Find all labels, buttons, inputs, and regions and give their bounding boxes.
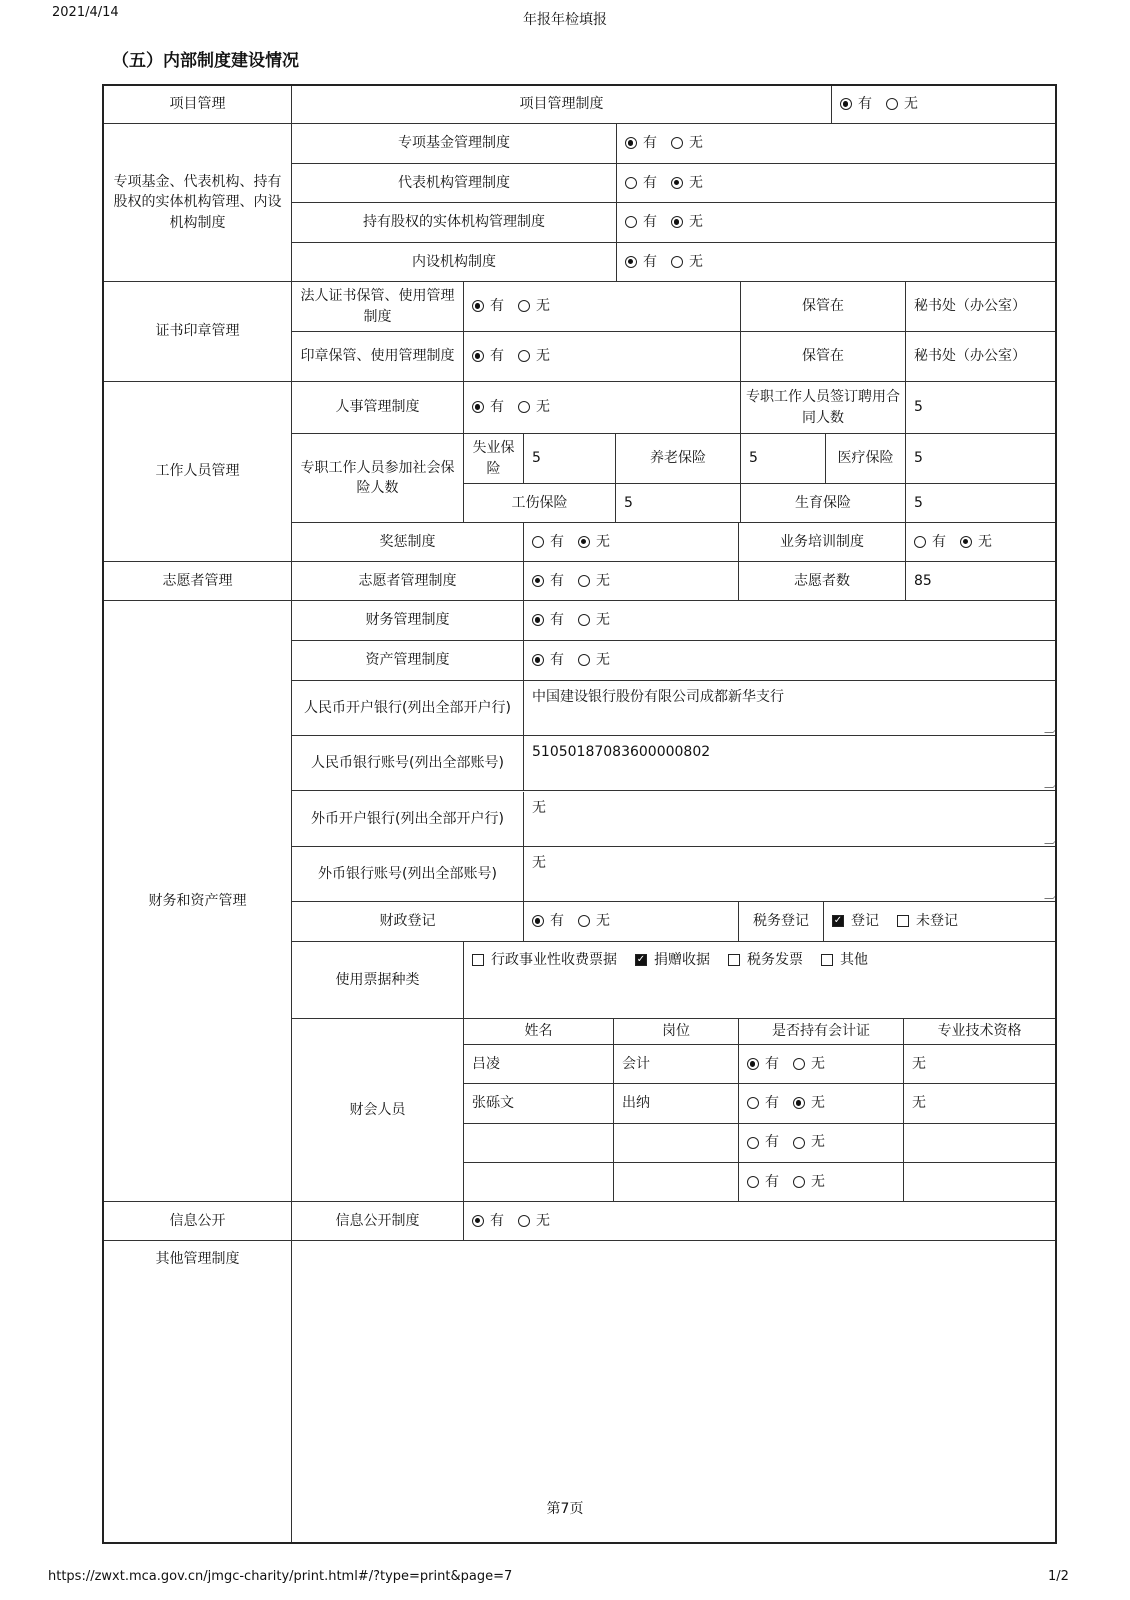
project-system-label: 项目管理制度 xyxy=(292,86,832,124)
project-label: 项目管理 xyxy=(104,86,292,124)
accountant-post[interactable]: 出纳 xyxy=(614,1084,739,1123)
bill-checkbox[interactable] xyxy=(728,950,803,970)
accountant-header: 姓名 xyxy=(464,1019,614,1045)
hr-system-radio-no[interactable] xyxy=(518,397,550,417)
radio-label: 有 xyxy=(550,652,564,669)
radio-circle-icon xyxy=(914,536,926,548)
contract-label: 专职工作人员签订聘用合同人数 xyxy=(741,382,906,434)
radio-label: 有 xyxy=(490,348,504,365)
radio-label: 无 xyxy=(811,1173,825,1190)
special-row-label: 专项基金管理制度 xyxy=(292,124,617,164)
volunteer-system-label: 志愿者管理制度 xyxy=(292,562,524,601)
fiscal-registration[interactable] xyxy=(524,902,739,942)
accountant-cert[interactable] xyxy=(739,1124,904,1163)
checkbox-icon xyxy=(821,954,833,966)
disclosure-label: 信息公开 xyxy=(104,1202,292,1241)
project-system-radio-no[interactable] xyxy=(886,94,918,114)
maternity-label: 生育保险 xyxy=(741,484,906,523)
accountant-cert-radio-yes[interactable] xyxy=(747,1132,779,1152)
asset-system-radio-no[interactable] xyxy=(578,650,610,670)
hr-system-radio-yes[interactable] xyxy=(472,397,504,417)
unemployment-label: 失业保险 xyxy=(464,434,524,484)
print-date: 2021/4/14 xyxy=(52,5,119,20)
fx-account-textarea[interactable] xyxy=(524,847,1055,902)
checkbox-icon xyxy=(728,954,740,966)
radio-circle-icon xyxy=(747,1176,759,1188)
radio-circle-icon xyxy=(625,137,637,149)
radio-circle-icon xyxy=(518,401,530,413)
other-content[interactable] xyxy=(292,1241,1055,1542)
disclosure-system-label: 信息公开制度 xyxy=(292,1202,464,1241)
finance-label: 财务和资产管理 xyxy=(104,601,292,1202)
radio-circle-icon xyxy=(532,614,544,626)
radio-label: 无 xyxy=(689,214,703,231)
resize-grip-icon[interactable] xyxy=(1044,835,1055,844)
radio-label: 有 xyxy=(643,174,657,191)
print-title: 年报年检填报 xyxy=(523,12,607,28)
fiscal-registration-radio-no[interactable] xyxy=(578,911,610,931)
checkbox-label: 未登记 xyxy=(916,913,958,930)
bill-label: 使用票据种类 xyxy=(292,942,464,1019)
radio-circle-icon xyxy=(671,137,683,149)
radio-label: 无 xyxy=(904,96,918,113)
seal-row-radio-no[interactable] xyxy=(518,296,550,316)
page-number: 第7页 xyxy=(546,1501,584,1517)
radio-label: 无 xyxy=(811,1134,825,1151)
seal-label: 证书印章管理 xyxy=(104,282,292,382)
pension-label: 养老保险 xyxy=(616,434,741,484)
radio-label: 有 xyxy=(643,135,657,152)
medical-label: 医疗保险 xyxy=(826,434,906,484)
accountant-cert-radio-yes[interactable] xyxy=(747,1172,779,1192)
radio-circle-icon xyxy=(532,536,544,548)
accountant-cert-radio-yes[interactable] xyxy=(747,1054,779,1074)
rmb-bank-textarea[interactable] xyxy=(524,681,1055,736)
resize-grip-icon[interactable] xyxy=(1044,890,1055,899)
radio-circle-icon xyxy=(747,1058,759,1070)
fiscal-registration-radio-yes[interactable] xyxy=(532,911,564,931)
rmb-bank-label: 人民币开户银行(列出全部开户行) xyxy=(292,681,524,736)
fx-bank-label: 外币开户银行(列出全部开户行) xyxy=(292,792,524,847)
radio-circle-icon xyxy=(518,300,530,312)
radio-circle-icon xyxy=(671,256,683,268)
seal-row-radio-yes[interactable] xyxy=(472,346,504,366)
fin-system-label: 财务管理制度 xyxy=(292,601,524,641)
tax-label: 税务登记 xyxy=(739,902,824,942)
radio-circle-icon xyxy=(578,915,590,927)
reward-system[interactable] xyxy=(524,523,739,562)
disclosure-system-radio-no[interactable] xyxy=(518,1211,550,1231)
reward-system-radio-yes[interactable] xyxy=(532,532,564,552)
seal-row-label: 法人证书保管、使用管理制度 xyxy=(292,282,464,332)
project-system-radio-yes[interactable] xyxy=(840,94,872,114)
accountant-cert-radio-no[interactable] xyxy=(793,1132,825,1152)
volunteer-system-radio-no[interactable] xyxy=(578,571,610,591)
fx-bank-value: 无 xyxy=(532,800,546,816)
fx-bank-textarea[interactable] xyxy=(524,792,1055,847)
accountant-cert-radio-no[interactable] xyxy=(793,1054,825,1074)
checkbox-label: 捐赠收据 xyxy=(654,952,710,968)
radio-circle-icon xyxy=(578,614,590,626)
radio-label: 有 xyxy=(765,1173,779,1190)
volunteer-count-label: 志愿者数 xyxy=(739,562,906,601)
radio-circle-icon xyxy=(518,350,530,362)
accountant-cert[interactable] xyxy=(739,1163,904,1202)
radio-label: 无 xyxy=(596,652,610,669)
reward-system-radio-no[interactable] xyxy=(578,532,610,552)
special-row-radio-no[interactable] xyxy=(671,133,703,153)
unemployment-value: 5 xyxy=(524,434,616,484)
special-row-radio-yes[interactable] xyxy=(625,212,657,232)
radio-circle-icon xyxy=(472,300,484,312)
radio-label: 无 xyxy=(689,135,703,152)
bill-checkbox[interactable] xyxy=(635,950,710,970)
fin-system[interactable] xyxy=(524,601,1055,641)
seal-row-radio-no[interactable] xyxy=(518,346,550,366)
training-system-radio-no[interactable] xyxy=(960,532,992,552)
radio-circle-icon xyxy=(625,216,637,228)
accountant-name[interactable]: 吕凌 xyxy=(464,1045,614,1084)
radio-label: 无 xyxy=(596,913,610,930)
special-row-radio-no[interactable] xyxy=(671,173,703,193)
disclosure-system-radio-yes[interactable] xyxy=(472,1211,504,1231)
accountant-cert-radio-no[interactable] xyxy=(793,1172,825,1192)
insured-label: 专职工作人员参加社会保险人数 xyxy=(292,434,464,523)
radio-label: 有 xyxy=(550,533,564,550)
special-row-radio-yes[interactable] xyxy=(625,252,657,272)
accountant-header: 是否持有会计证 xyxy=(739,1019,904,1045)
accountant-cert[interactable] xyxy=(739,1084,904,1123)
medical-value: 5 xyxy=(906,434,1055,484)
radio-label: 无 xyxy=(978,533,992,550)
accountant-header: 岗位 xyxy=(614,1019,739,1045)
tax-registration[interactable] xyxy=(824,902,1055,942)
bill-checkbox[interactable] xyxy=(821,950,868,970)
radio-circle-icon xyxy=(578,536,590,548)
accountant-name[interactable] xyxy=(464,1163,614,1202)
radio-label: 无 xyxy=(689,174,703,191)
checkbox-label: 其他 xyxy=(840,952,868,968)
radio-label: 有 xyxy=(643,253,657,270)
radio-label: 有 xyxy=(765,1095,779,1112)
hr-label: 人事管理制度 xyxy=(292,382,464,434)
radio-label: 有 xyxy=(550,572,564,589)
radio-label: 有 xyxy=(858,96,872,113)
accountant-post[interactable] xyxy=(614,1163,739,1202)
radio-label: 无 xyxy=(811,1055,825,1072)
accountant-name[interactable]: 张砾文 xyxy=(464,1084,614,1123)
checkbox-icon xyxy=(897,915,909,927)
rmb-account-label: 人民币银行账号(列出全部账号) xyxy=(292,736,524,791)
radio-circle-icon xyxy=(793,1058,805,1070)
special-row-radio-no[interactable] xyxy=(671,252,703,272)
accountant-qual[interactable] xyxy=(904,1163,1055,1202)
radio-circle-icon xyxy=(625,256,637,268)
asset-system-label: 资产管理制度 xyxy=(292,641,524,681)
radio-circle-icon xyxy=(747,1097,759,1109)
accountant-qual[interactable] xyxy=(904,1124,1055,1163)
asset-system[interactable] xyxy=(524,641,1055,681)
radio-circle-icon xyxy=(671,216,683,228)
radio-label: 有 xyxy=(643,214,657,231)
radio-label: 有 xyxy=(765,1134,779,1151)
radio-circle-icon xyxy=(532,575,544,587)
fin-system-radio-yes[interactable] xyxy=(532,610,564,630)
accountant-post[interactable]: 会计 xyxy=(614,1045,739,1084)
training-system-radio-yes[interactable] xyxy=(914,532,946,552)
radio-label: 有 xyxy=(550,612,564,629)
radio-circle-icon xyxy=(960,536,972,548)
checkbox-icon xyxy=(472,954,484,966)
accountant-cert[interactable] xyxy=(739,1045,904,1084)
volunteer-system[interactable] xyxy=(524,562,739,601)
checkbox-icon: ✓ xyxy=(636,954,646,966)
accountant-header: 专业技术资格 xyxy=(904,1019,1055,1045)
radio-label: 有 xyxy=(765,1055,779,1072)
section-title: （五）内部制度建设情况 xyxy=(112,51,299,71)
injury-label: 工伤保险 xyxy=(464,484,616,523)
asset-system-radio-yes[interactable] xyxy=(532,650,564,670)
special-row-label: 代表机构管理制度 xyxy=(292,164,617,204)
radio-circle-icon xyxy=(578,654,590,666)
seal-row-label: 印章保管、使用管理制度 xyxy=(292,332,464,382)
radio-circle-icon xyxy=(532,915,544,927)
radio-label: 有 xyxy=(490,399,504,416)
seal-row[interactable] xyxy=(464,332,741,382)
radio-circle-icon xyxy=(793,1137,805,1149)
special-row[interactable] xyxy=(617,243,1055,283)
radio-label: 无 xyxy=(536,298,550,315)
resize-grip-icon[interactable] xyxy=(1044,724,1055,733)
resize-grip-icon[interactable] xyxy=(1044,779,1055,788)
checkbox-label: 行政事业性收费票据 xyxy=(491,952,617,968)
radio-circle-icon xyxy=(472,350,484,362)
radio-circle-icon xyxy=(532,654,544,666)
radio-label: 无 xyxy=(536,1212,550,1229)
radio-label: 有 xyxy=(932,533,946,550)
checkbox-label: 登记 xyxy=(851,913,879,930)
volunteer-system-radio-yes[interactable] xyxy=(532,571,564,591)
special-row[interactable] xyxy=(617,164,1055,204)
radio-label: 无 xyxy=(596,612,610,629)
accountant-cert-radio-yes[interactable] xyxy=(747,1093,779,1113)
radio-circle-icon xyxy=(578,575,590,587)
accountant-post[interactable] xyxy=(614,1124,739,1163)
fx-account-label: 外币银行账号(列出全部账号) xyxy=(292,847,524,902)
radio-label: 无 xyxy=(596,572,610,589)
special-row-radio-no[interactable] xyxy=(671,212,703,232)
radio-circle-icon xyxy=(840,98,852,110)
bill-checkbox[interactable] xyxy=(472,950,617,970)
radio-circle-icon xyxy=(886,98,898,110)
special-row-radio-yes[interactable] xyxy=(625,173,657,193)
pension-value: 5 xyxy=(741,434,826,484)
rmb-account-value: 51050187083600000802 xyxy=(532,744,711,760)
seal-keep-value: 秘书处（办公室） xyxy=(906,332,1055,382)
checkbox-icon: ✓ xyxy=(833,915,843,927)
accountant-qual[interactable]: 无 xyxy=(904,1045,1055,1084)
radio-label: 无 xyxy=(536,399,550,416)
radio-circle-icon xyxy=(793,1097,805,1109)
fin-system-radio-no[interactable] xyxy=(578,610,610,630)
radio-label: 无 xyxy=(689,253,703,270)
accountant-qual[interactable]: 无 xyxy=(904,1084,1055,1123)
training-label: 业务培训制度 xyxy=(739,523,906,562)
accountant-cert-radio-no[interactable] xyxy=(793,1093,825,1113)
volunteer-count-value: 85 xyxy=(906,562,1055,601)
seal-keep-label: 保管在 xyxy=(741,332,906,382)
radio-label: 有 xyxy=(550,913,564,930)
bill-types[interactable] xyxy=(464,942,1055,1019)
maternity-value: 5 xyxy=(906,484,1055,523)
radio-label: 有 xyxy=(490,298,504,315)
contract-value: 5 xyxy=(906,382,1055,434)
radio-circle-icon xyxy=(472,1215,484,1227)
staff-label: 工作人员管理 xyxy=(104,382,292,562)
accountant-label: 财会人员 xyxy=(292,1019,464,1202)
special-row-label: 内设机构制度 xyxy=(292,243,617,283)
radio-circle-icon xyxy=(625,177,637,189)
radio-circle-icon xyxy=(747,1137,759,1149)
injury-value: 5 xyxy=(616,484,741,523)
special-row-radio-yes[interactable] xyxy=(625,133,657,153)
fx-account-value: 无 xyxy=(532,855,546,871)
special-row[interactable] xyxy=(617,124,1055,164)
disclosure-system[interactable] xyxy=(464,1202,1055,1241)
fiscal-label: 财政登记 xyxy=(292,902,524,942)
seal-keep-label: 保管在 xyxy=(741,282,906,332)
tax-checkbox-registered[interactable] xyxy=(832,911,879,931)
footer-page-count: 1/2 xyxy=(1048,1569,1069,1584)
seal-row-radio-yes[interactable] xyxy=(472,296,504,316)
hr-system[interactable] xyxy=(464,382,741,434)
radio-circle-icon xyxy=(671,177,683,189)
special-row[interactable] xyxy=(617,203,1055,243)
form-table xyxy=(102,84,1057,1544)
radio-label: 无 xyxy=(596,533,610,550)
special-row-label: 持有股权的实体机构管理制度 xyxy=(292,203,617,243)
footer-url: https://zwxt.mca.gov.cn/jmgc-charity/print.html#/?type=print&page=7 xyxy=(48,1569,513,1584)
radio-circle-icon xyxy=(518,1215,530,1227)
rmb-bank-value: 中国建设银行股份有限公司成都新华支行 xyxy=(532,689,784,705)
seal-row[interactable] xyxy=(464,282,741,332)
radio-label: 无 xyxy=(536,348,550,365)
radio-label: 有 xyxy=(490,1212,504,1229)
project-system[interactable] xyxy=(832,86,1055,124)
radio-circle-icon xyxy=(793,1176,805,1188)
seal-keep-value: 秘书处（办公室） xyxy=(906,282,1055,332)
rmb-account-textarea[interactable] xyxy=(524,736,1055,791)
volunteer-label: 志愿者管理 xyxy=(104,562,292,601)
reward-label: 奖惩制度 xyxy=(292,523,524,562)
radio-circle-icon xyxy=(472,401,484,413)
checkbox-label: 税务发票 xyxy=(747,952,803,968)
accountant-name[interactable] xyxy=(464,1124,614,1163)
radio-label: 无 xyxy=(811,1095,825,1112)
other-label: 其他管理制度 xyxy=(104,1241,292,1542)
special-label: 专项基金、代表机构、持有股权的实体机构管理、内设机构制度 xyxy=(104,124,292,282)
training-system[interactable] xyxy=(906,523,1055,562)
tax-checkbox-unregistered[interactable] xyxy=(897,911,958,931)
